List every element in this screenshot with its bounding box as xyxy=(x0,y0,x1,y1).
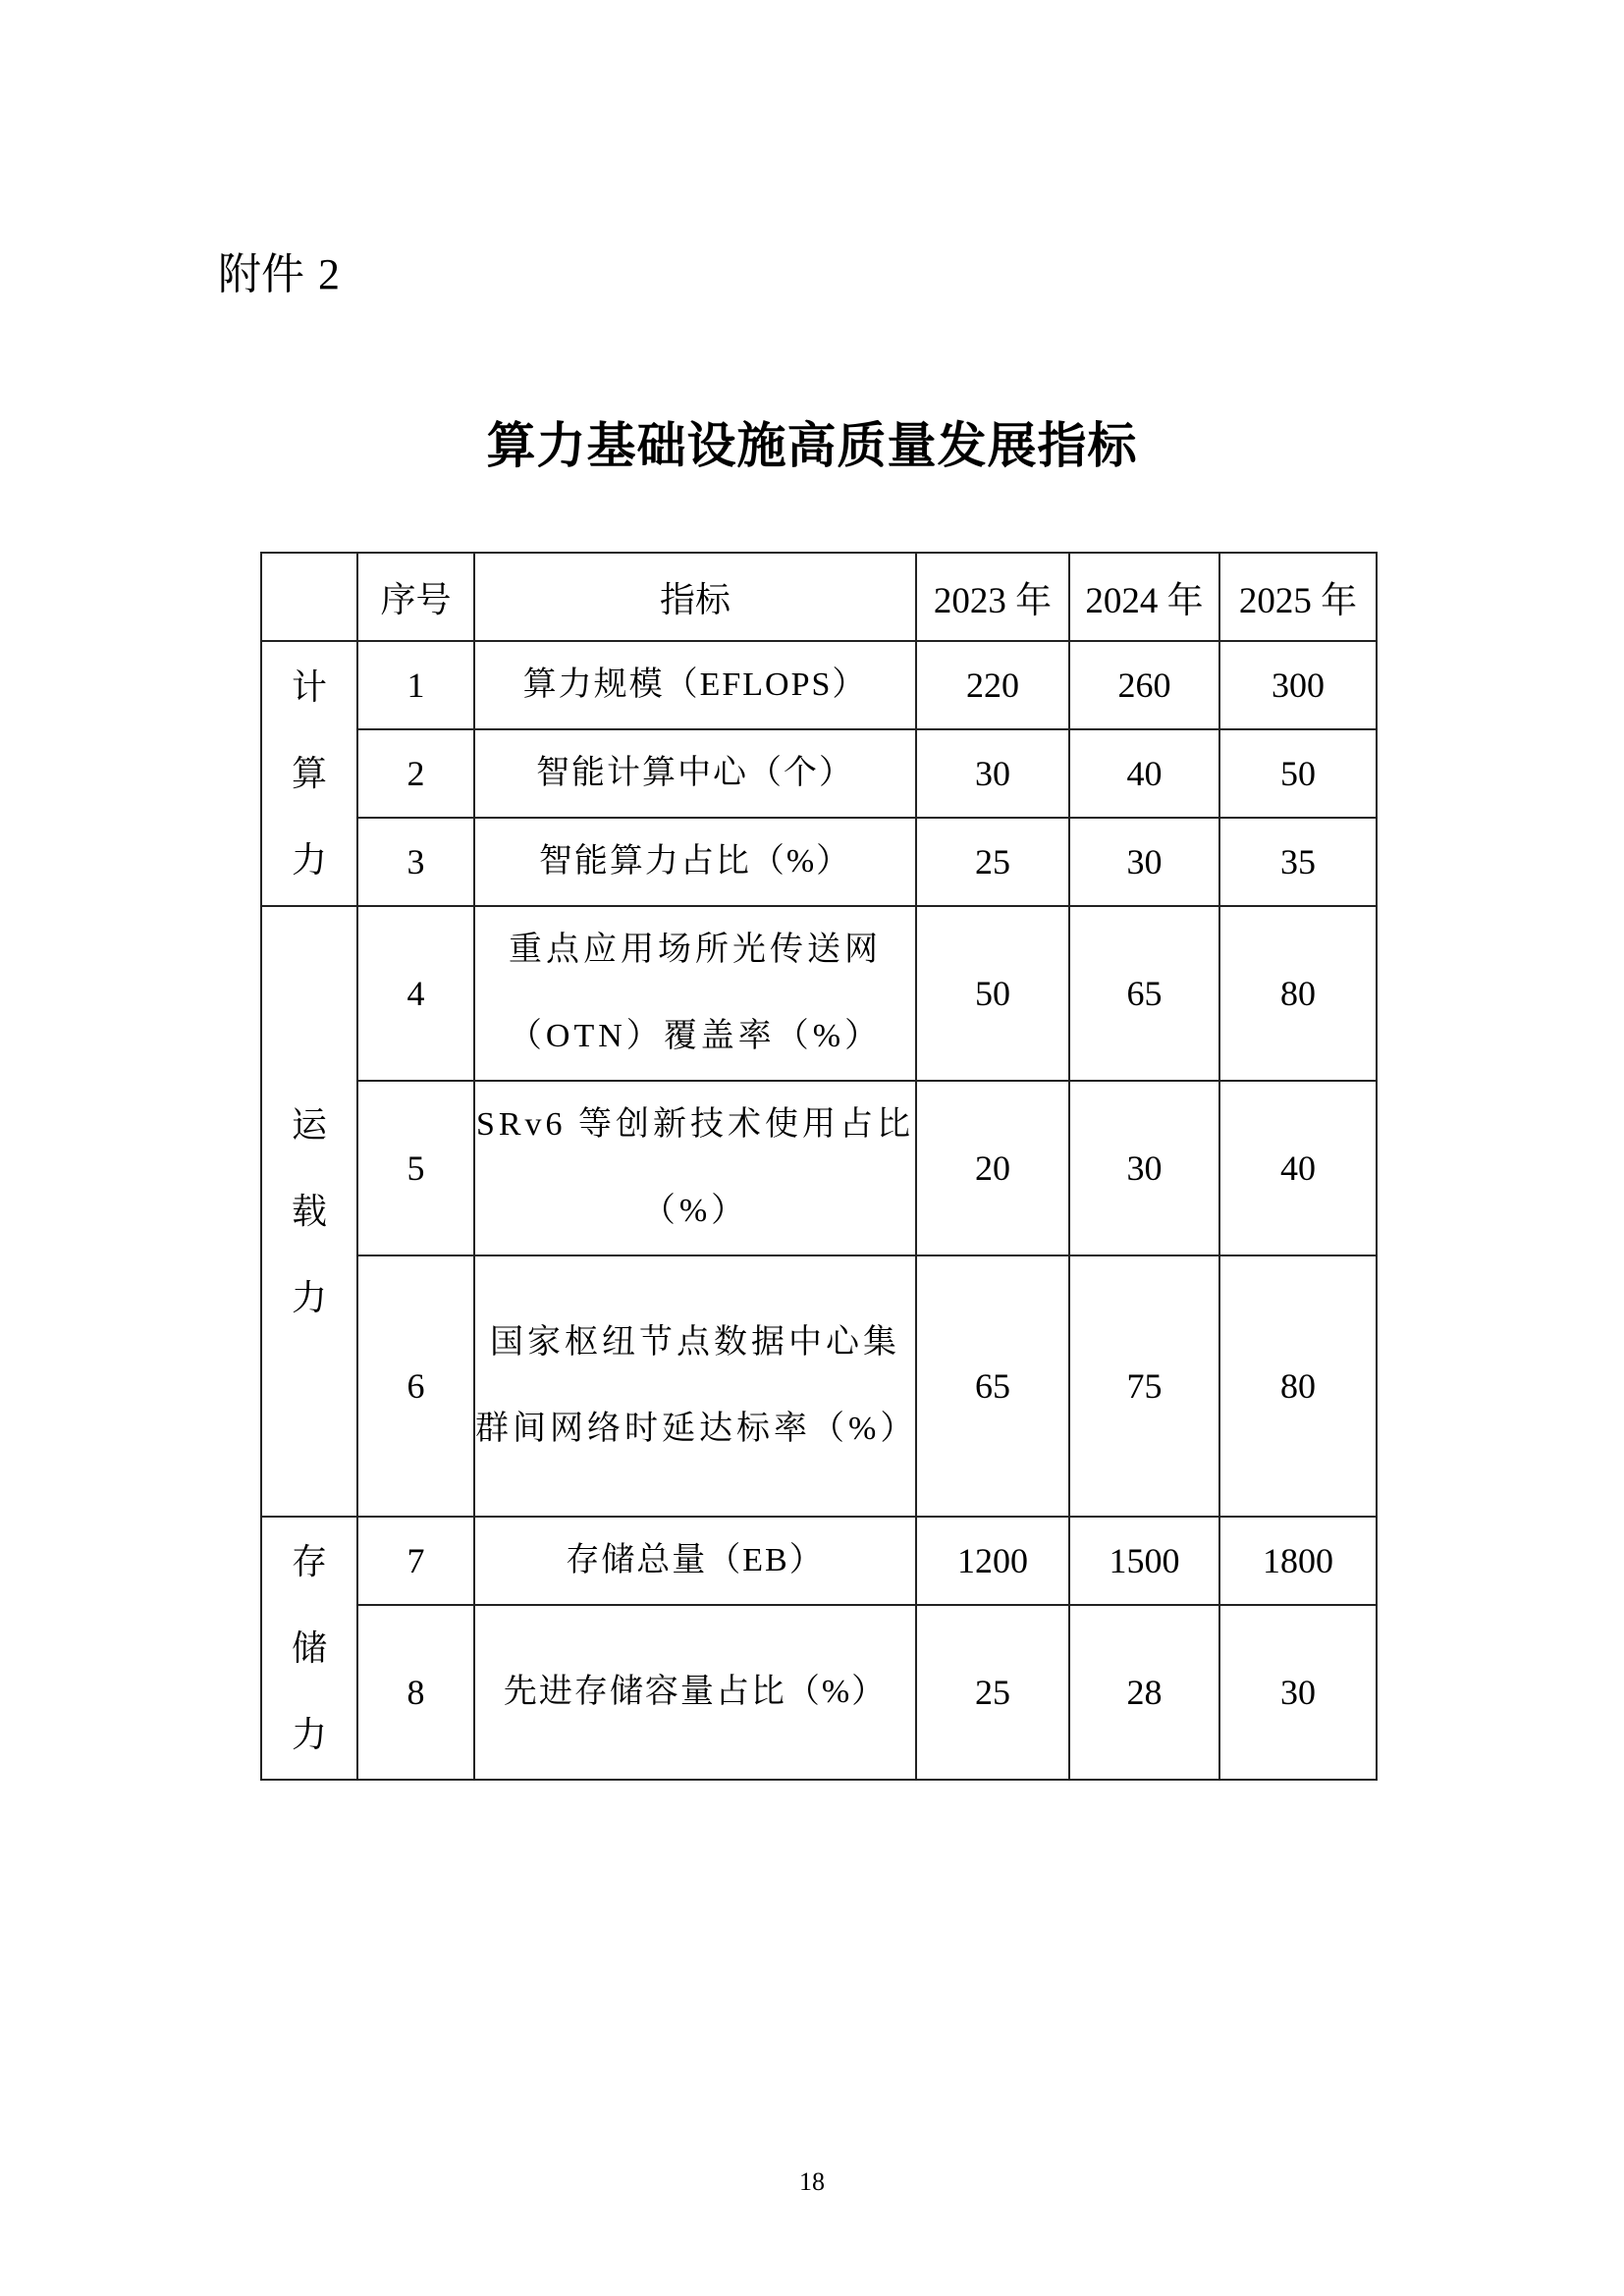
cell-seq: 2 xyxy=(357,729,474,818)
cell-2023: 20 xyxy=(916,1081,1069,1255)
cell-indicator: 国家枢纽节点数据中心集群间网络时延达标率（%） xyxy=(474,1255,916,1517)
cell-2023: 50 xyxy=(916,906,1069,1081)
cell-2024: 1500 xyxy=(1069,1517,1219,1605)
cell-2023: 1200 xyxy=(916,1517,1069,1605)
cell-seq: 3 xyxy=(357,818,474,906)
cell-2025: 50 xyxy=(1219,729,1377,818)
table-row xyxy=(261,1081,1377,1255)
cell-2025: 35 xyxy=(1219,818,1377,906)
cell-2024: 260 xyxy=(1069,641,1219,729)
cell-2025: 40 xyxy=(1219,1081,1377,1255)
cell-seq: 5 xyxy=(357,1081,474,1255)
cell-seq: 8 xyxy=(357,1605,474,1780)
cell-2024: 30 xyxy=(1069,1081,1219,1255)
cell-2024: 28 xyxy=(1069,1605,1219,1780)
table-row xyxy=(261,1255,1377,1517)
table-row xyxy=(261,641,1377,729)
cell-indicator: SRv6 等创新技术使用占比（%） xyxy=(474,1081,916,1255)
cell-2023: 25 xyxy=(916,818,1069,906)
table-row xyxy=(261,1605,1377,1780)
category-storage xyxy=(261,1517,357,1780)
cell-2025: 30 xyxy=(1219,1605,1377,1780)
cell-2024: 40 xyxy=(1069,729,1219,818)
cell-indicator: 重点应用场所光传送网（OTN）覆盖率（%） xyxy=(474,906,916,1081)
cell-indicator: 智能算力占比（%） xyxy=(474,818,916,906)
cell-seq: 4 xyxy=(357,906,474,1081)
cell-2024: 65 xyxy=(1069,906,1219,1081)
header-2024: 2024 年 xyxy=(1069,553,1219,641)
table-row xyxy=(261,1517,1377,1605)
table-row xyxy=(261,818,1377,906)
category-compute xyxy=(261,641,357,906)
cell-indicator: 先进存储容量占比（%） xyxy=(474,1605,916,1780)
cell-2025: 80 xyxy=(1219,1255,1377,1517)
cell-seq: 7 xyxy=(357,1517,474,1605)
cell-seq: 6 xyxy=(357,1255,474,1517)
cell-2025: 80 xyxy=(1219,906,1377,1081)
category-compute-label: 计算力 xyxy=(291,667,327,880)
header-2025: 2025 年 xyxy=(1219,553,1377,641)
header-seq: 序号 xyxy=(357,553,474,641)
cell-2024: 75 xyxy=(1069,1255,1219,1517)
page-number: 18 xyxy=(799,2167,825,2196)
cell-indicator: 存储总量（EB） xyxy=(474,1517,916,1605)
cell-2023: 25 xyxy=(916,1605,1069,1780)
attachment-label xyxy=(218,245,340,304)
cell-indicator: 算力规模（EFLOPS） xyxy=(474,641,916,729)
table-row xyxy=(261,906,1377,1081)
header-2023: 2023 年 xyxy=(916,553,1069,641)
category-transport xyxy=(261,906,357,1517)
table-row xyxy=(261,729,1377,818)
cell-2024: 30 xyxy=(1069,818,1219,906)
document-title: 算力基础设施高质量发展指标 xyxy=(486,416,1138,474)
header-category xyxy=(261,553,357,641)
cell-seq: 1 xyxy=(357,641,474,729)
cell-2023: 220 xyxy=(916,641,1069,729)
cell-2023: 65 xyxy=(916,1255,1069,1517)
attachment-number: 2 xyxy=(318,250,340,298)
attachment-prefix: 附件 xyxy=(218,249,304,299)
cell-2025: 300 xyxy=(1219,641,1377,729)
cell-indicator: 智能计算中心（个） xyxy=(474,729,916,818)
category-storage-label: 存储力 xyxy=(291,1542,327,1754)
table-header-row xyxy=(261,553,1377,641)
cell-2023: 30 xyxy=(916,729,1069,818)
category-transport-label: 运载力 xyxy=(291,1105,327,1317)
cell-2025: 1800 xyxy=(1219,1517,1377,1605)
indicators-table xyxy=(260,552,1378,1781)
header-indicator: 指标 xyxy=(474,553,916,641)
